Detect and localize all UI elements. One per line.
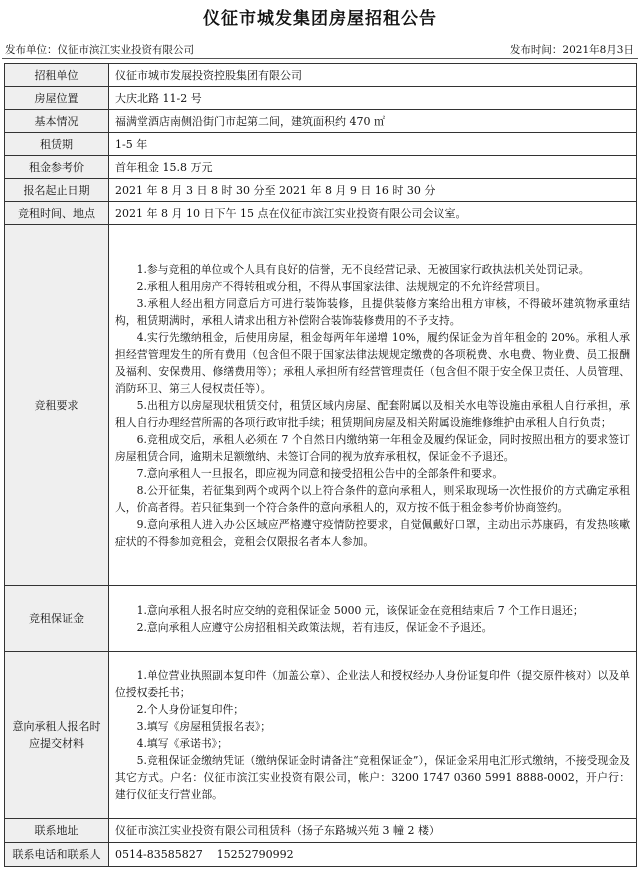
contact-value: 0514-83585827 15252790992 xyxy=(109,843,637,867)
table-row xyxy=(5,87,637,110)
publisher-info xyxy=(5,42,194,57)
notice-table xyxy=(4,63,637,867)
deposit-label: 竞租保证金 xyxy=(5,586,109,652)
basic-value: 福满堂酒店南侧沿街门市起第二间，建筑面积约 470 ㎡ xyxy=(109,110,637,133)
table-row xyxy=(5,156,637,179)
address-value: 仪征市滨江实业投资有限公司租赁科（扬子东路城兴苑 3 幢 2 楼） xyxy=(109,819,637,843)
table-row xyxy=(5,179,637,202)
list-item: 3.填写《房屋租赁报名表》； xyxy=(136,720,272,733)
publisher-name: 仪征市滨江实业投资有限公司 xyxy=(57,44,194,56)
header-divider xyxy=(2,58,638,59)
publisher-label: 发布单位： xyxy=(5,44,58,56)
list-item: 1.意向承租人报名时应交纳的竞租保证金 5000 元，该保证金在竞租结束后 7 个工作日退还； xyxy=(136,603,584,617)
table-row xyxy=(5,652,637,819)
list-item: 9.意向承租人进入办公区域应严格遵守疫情防控要求，自觉佩戴好口罩，主动出示苏康码，有发热咳嗽症状的不得参加竞租会，竞租会仅限报名者本人参加。 xyxy=(115,517,630,548)
table-row xyxy=(5,110,637,133)
list-item: 7.意向承租人一旦报名，即应视为同意和接受招租公告中的全部条件和要求。 xyxy=(136,466,504,480)
publish-date-info xyxy=(510,42,634,57)
contact-label: 联系电话和联系人 xyxy=(5,843,109,867)
materials-label: 意向承租人报名时应提交材料 xyxy=(5,652,109,819)
list-item: 4.填写《承诺书》； xyxy=(136,737,228,750)
page-title: 仪征市城发集团房屋招租公告 xyxy=(203,9,437,29)
table-row xyxy=(5,225,637,586)
table-row xyxy=(5,586,637,652)
materials-list xyxy=(109,652,637,819)
list-item: 1.参与竞租的单位或个人具有良好的信誉，无不良经营记录、无被国家行政执法机关处罚记录。 xyxy=(136,262,590,276)
rent-label: 租金参考价 xyxy=(5,156,109,179)
requirements-list xyxy=(109,225,637,586)
table-row xyxy=(5,202,637,225)
address-label: 联系地址 xyxy=(5,819,109,843)
list-item: 5.出租方以房屋现状租赁交付，租赁区域内房屋、配套附属以及相关水电等设施由承租人自行承担，承租人自行办理经营所需的各项行政审批手续；租赁期间房屋及相关附属设施维修维护由承租人自行负责； xyxy=(115,398,630,429)
list-item: 1.单位营业执照副本复印件（加盖公章）、企业法人和授权经办人身份证复印件（提交原件核对）以及单位授权委托书； xyxy=(115,669,630,699)
table-row xyxy=(5,819,637,843)
list-item: 2.承租人租用房产不得转租或分租，不得从事国家法律、法规规定的不允许经营项目。 xyxy=(136,279,547,293)
registration-value: 2021 年 8 月 3 日 8 时 30 分至 2021 年 8 月 9 日 16 时 30 分 xyxy=(109,179,637,202)
list-item: 3.承租人经出租方同意后方可进行装饰装修，且提供装修方案给出租方审核，不得破坏建筑物承重结构，租赁期满时，承租人请求出租方补偿附合装饰装修费用的不予支持。 xyxy=(115,296,630,327)
location-value: 大庆北路 11-2 号 xyxy=(109,87,637,110)
table-row xyxy=(5,133,637,156)
list-item: 2.个人身份证复印件； xyxy=(136,703,245,716)
rent-value: 首年租金 15.8 万元 xyxy=(109,156,637,179)
deposit-list xyxy=(109,586,637,652)
bid-time-label: 竞租时间、地点 xyxy=(5,202,109,225)
list-item: 6.竞租成交后，承租人必须在 7 个自然日内缴纳第一年租金及履约保证金，同时按照出租方的要求签订房屋租赁合同，逾期未足额缴纳、未签订合同的视为放弃承租权，保证金不予退还。 xyxy=(115,432,630,463)
list-item: 8.公开征集，若征集到两个或两个以上符合条件的意向承租人，则采取现场一次性报价的方式确定承租人，价高者得。若只征集到一个符合条件的意向承租人的，双方按不低于租金参考价协商签约。 xyxy=(115,483,630,514)
table-row xyxy=(5,843,637,867)
list-item: 2.意向承租人应遵守公房招租相关政策法规，若有违反，保证金不予退还。 xyxy=(136,620,493,634)
list-item: 5.竞租保证金缴纳凭证（缴纳保证金时请备注“竞租保证金”），保证金采用电汇形式缴纳，不接受现金及其它方式。户名：仪征市滨江实业投资有限公司，帐户：3200 1747 0360 5991 8888-0002，开户行：建行仪征支行营业部。 xyxy=(115,754,630,801)
list-item: 4.实行先缴纳租金，后使用房屋，租金每两年年递增 10%，履约保证金为首年租金的 20%。承租人承担经营管理发生的所有费用（包含但不限于国家法律法规规定缴费的各项税费、水电费、物业费、员工报酬及福利、安保费用、修缮费用等）；承租人承担所有经营管理责任（包含但不限于安全保卫责任、人员管理、消防环卫、第三人侵权责任等）。 xyxy=(115,330,630,395)
table-row xyxy=(5,64,637,87)
unit-label: 招租单位 xyxy=(5,64,109,87)
term-label: 租赁期 xyxy=(5,133,109,156)
basic-label: 基本情况 xyxy=(5,110,109,133)
bid-time-value: 2021 年 8 月 10 日下午 15 点在仪征市滨江实业投资有限公司会议室。 xyxy=(109,202,637,225)
term-value: 1-5 年 xyxy=(109,133,637,156)
registration-label: 报名起止日期 xyxy=(5,179,109,202)
unit-value: 仪征市城市发展投资控股集团有限公司 xyxy=(109,64,637,87)
requirements-label: 竞租要求 xyxy=(5,225,109,586)
location-label: 房屋位置 xyxy=(5,87,109,110)
publish-date: 2021年8月3日 xyxy=(562,44,634,56)
publish-date-label: 发布时间： xyxy=(509,44,563,56)
